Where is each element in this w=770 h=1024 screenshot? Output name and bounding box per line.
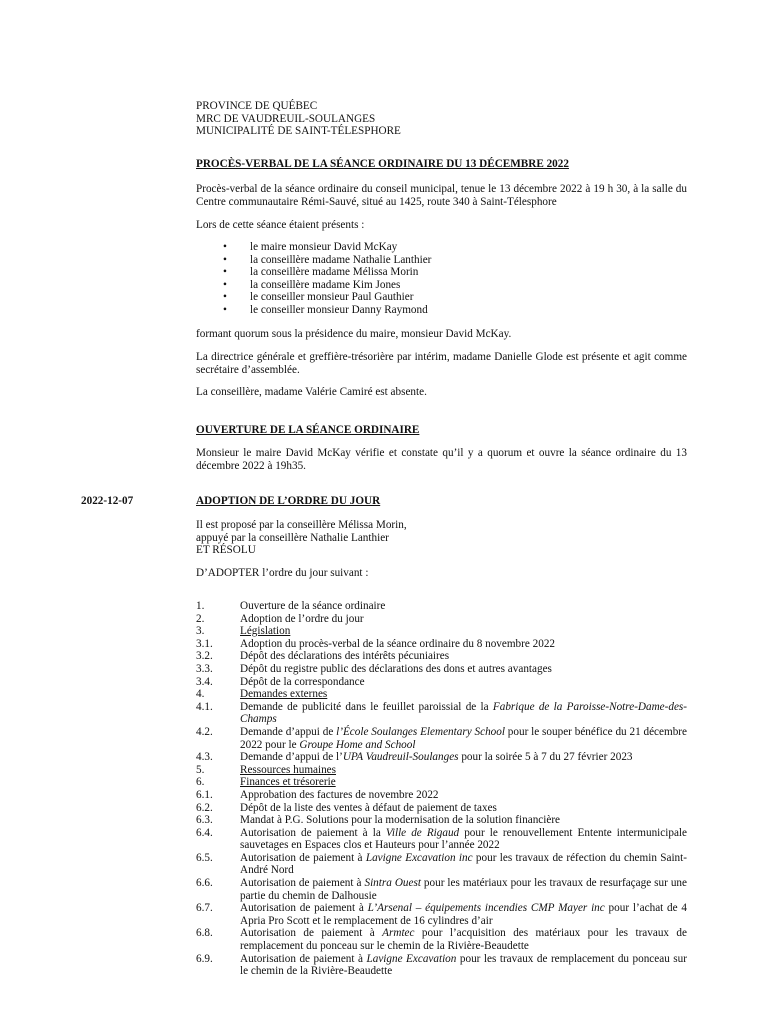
header-municipality: MUNICIPALITÉ DE SAINT-TÉLESPHORE xyxy=(196,125,401,138)
agenda-item-number: 6.3. xyxy=(196,814,213,827)
agenda-item-number: 3. xyxy=(196,625,205,638)
bullet-icon: • xyxy=(223,241,227,253)
agenda-item-number: 6.8. xyxy=(196,927,213,940)
header-province: PROVINCE DE QUÉBEC xyxy=(196,100,318,112)
agenda-item xyxy=(196,927,687,952)
agenda-item xyxy=(196,827,687,852)
proposed-by: Il est proposé par la conseillère Mélissa Morin, xyxy=(196,519,407,531)
agenda-item xyxy=(196,613,687,626)
agenda-item xyxy=(196,688,687,701)
agenda-item-text: Adoption du procès-verbal de la séance ordinaire du 8 novembre 2022 xyxy=(240,637,556,650)
agenda-item xyxy=(196,802,687,815)
quorum-paragraph: formant quorum sous la présidence du maire, monsieur David McKay. xyxy=(196,328,512,340)
intro-paragraph: Procès-verbal de la séance ordinaire du conseil municipal, tenue le 13 décembre 2022 à 19 h 30, à la salle du Centre communautaire Rémi-Sauvé, situé au 1425, route 340 à Saint-Télesphore xyxy=(196,183,687,208)
agenda-item-number: 6.2. xyxy=(196,801,213,814)
agenda-item-text: Demande d’appui de l’École Soulanges Elementary School pour le souper bénéfice du 21 décembre 2022 pour le Groupe Home and School xyxy=(240,725,687,751)
present-name: la conseillère madame Kim Jones xyxy=(250,278,401,291)
agenda-item-text: Dépôt du registre public des déclarations des dons et autres avantages xyxy=(240,662,552,675)
agenda-item xyxy=(196,663,687,676)
agenda-item-text: Demande de publicité dans le feuillet paroissial de la Fabrique de la Paroisse-Notre-Dame-des-Champs xyxy=(240,700,687,726)
header-mrc: MRC DE VAUDREUIL-SOULANGES xyxy=(196,112,376,125)
agenda-item-text: Législation xyxy=(240,625,291,638)
agenda-item xyxy=(196,638,687,651)
present-name: la conseillère madame Nathalie Lanthier xyxy=(250,253,432,266)
agenda-item-number: 6.6. xyxy=(196,877,213,890)
agenda-item xyxy=(196,676,687,689)
agenda-item xyxy=(196,726,687,751)
agenda-item-number: 4. xyxy=(196,688,205,701)
organization-name: Groupe Home and School xyxy=(299,738,416,751)
agenda-item-text: Mandat à P.G. Solutions pour la modernisation de la solution financière xyxy=(240,814,561,827)
organization-name: Lavigne Excavation xyxy=(366,952,457,965)
organization-name: Lavigne Excavation inc xyxy=(365,851,473,864)
agenda-item xyxy=(196,814,687,827)
agenda-item-text: Adoption de l’ordre du jour xyxy=(240,612,364,625)
agenda-item-text: Dépôt de la correspondance xyxy=(240,675,365,688)
agenda-item-number: 6.4. xyxy=(196,826,213,839)
organization-name: l’École Soulanges Elementary School xyxy=(336,725,505,738)
bullet-icon: • xyxy=(223,303,227,316)
resolution-heading: ADOPTION DE L’ORDRE DU JOUR xyxy=(196,495,381,507)
agenda-list xyxy=(196,600,687,978)
agenda-item-number: 6.9. xyxy=(196,952,213,965)
resolved: ET RÉSOLU xyxy=(196,544,256,557)
organization-name: L’Arsenal – équipements incendies CMP Mayer inc xyxy=(367,902,605,915)
agenda-item-number: 6.1. xyxy=(196,788,213,801)
absent-paragraph: La conseillère, madame Valérie Camiré est absente. xyxy=(196,386,427,398)
resolution-proposer xyxy=(196,519,687,557)
agenda-item-text: Dépôt de la liste des ventes à défaut de paiement de taxes xyxy=(240,801,497,814)
agenda-item-number: 1. xyxy=(196,600,205,612)
document-title: PROCÈS-VERBAL DE LA SÉANCE ORDINAIRE DU 13 DÉCEMBRE 2022 xyxy=(196,158,569,170)
present-name: le conseiller monsieur Danny Raymond xyxy=(250,303,428,316)
adopt-paragraph: D’ADOPTER l’ordre du jour suivant : xyxy=(196,567,369,579)
present-name: la conseillère madame Mélissa Morin xyxy=(250,266,419,278)
agenda-item-number: 3.3. xyxy=(196,662,213,675)
agenda-item xyxy=(196,852,687,877)
agenda-item xyxy=(196,625,687,638)
agenda-item-text: Demandes externes xyxy=(240,688,328,701)
directrice-paragraph: La directrice générale et greffière-trésorière par intérim, madame Danielle Glode est présente et agit comme secrétaire d’assemblée. xyxy=(196,351,687,376)
present-label: Lors de cette séance étaient présents : xyxy=(196,219,365,231)
agenda-item-number: 3.4. xyxy=(196,675,213,688)
agenda-item xyxy=(196,789,687,802)
agenda-item-text: Autorisation de paiement à Armtec pour l’acquisition des matériaux pour les travaux de remplacement du ponceau sur le chemin de la Rivière-Beaudette xyxy=(240,927,687,953)
bullet-icon: • xyxy=(223,266,227,278)
agenda-item-text: Approbation des factures de novembre 2022 xyxy=(240,788,439,801)
present-name: le maire monsieur David McKay xyxy=(250,241,398,253)
agenda-item xyxy=(196,776,687,789)
agenda-item-number: 3.1. xyxy=(196,637,213,650)
agenda-item-number: 3.2. xyxy=(196,650,213,663)
bullet-icon: • xyxy=(223,278,227,291)
agenda-item-number: 5. xyxy=(196,763,205,776)
agenda-item-text: Autorisation de paiement à la Ville de Rigaud pour le renouvellement Entente intermunicipale sauvetages en Espaces clos et Hauteurs pour l’année 2022 xyxy=(240,826,687,852)
agenda-item-number: 4.2. xyxy=(196,725,213,738)
agenda-item-number: 2. xyxy=(196,612,205,625)
agenda-item-number: 6.7. xyxy=(196,902,213,915)
bullet-icon: • xyxy=(223,253,227,266)
agenda-item xyxy=(196,953,687,978)
agenda-item xyxy=(196,902,687,927)
present-name: le conseiller monsieur Paul Gauthier xyxy=(250,291,414,303)
agenda-item xyxy=(196,877,687,902)
agenda-item-text: Autorisation de paiement à Lavigne Excavation inc pour les travaux de réfection du chemin Saint-André Nord xyxy=(240,851,687,877)
agenda-item-text: Finances et trésorerie xyxy=(240,776,336,789)
seconded-by: appuyé par la conseillère Nathalie Lanthier xyxy=(196,531,389,544)
agenda-item-number: 4.3. xyxy=(196,751,213,764)
agenda-item-text: Autorisation de paiement à Sintra Ouest pour les matériaux pour les travaux de resurfaçage sur une partie du chemin de Dalhousie xyxy=(240,877,687,902)
organization-name: UPA Vaudreuil-Soulanges xyxy=(342,751,459,764)
organization-name: Ville de Rigaud xyxy=(385,826,460,839)
agenda-item-number: 4.1. xyxy=(196,700,213,713)
agenda-item-text: Demande d’appui de l’UPA Vaudreuil-Soulanges pour la soirée 5 à 7 du 27 février 2023 xyxy=(240,751,633,764)
organization-name: Fabrique de la Paroisse-Notre-Dame-des-Champs xyxy=(240,700,687,726)
agenda-item-number: 6. xyxy=(196,776,205,789)
agenda-item-number: 6.5. xyxy=(196,851,213,864)
ouverture-paragraph: Monsieur le maire David McKay vérifie et constate qu’il y a quorum et ouvre la séance ordinaire du 13 décembre 2022 à 19h35. xyxy=(196,447,687,472)
resolution-number: 2022-12-07 xyxy=(81,495,134,507)
agenda-item-text: Dépôt des déclarations des intérêts pécuniaires xyxy=(240,650,450,663)
agenda-item xyxy=(196,600,687,613)
agenda-item xyxy=(196,764,687,777)
organization-name: Sintra Ouest xyxy=(364,877,421,890)
bullet-icon: • xyxy=(223,291,227,303)
organization-name: Armtec xyxy=(382,927,415,940)
document-header xyxy=(196,100,401,138)
agenda-item-text: Autorisation de paiement à Lavigne Excavation pour les travaux de remplacement du ponceau sur le chemin de la Rivière-Beaudette xyxy=(240,952,687,978)
agenda-item-text: Autorisation de paiement à L’Arsenal – équipements incendies CMP Mayer inc pour l’achat de 4 Apria Pro Scott et le remplacement de 16 cylindres d’air xyxy=(240,902,687,927)
agenda-item xyxy=(196,650,687,663)
agenda-item xyxy=(196,701,687,726)
agenda-item-text: Ouverture de la séance ordinaire xyxy=(240,600,386,612)
agenda-item-text: Ressources humaines xyxy=(240,763,337,776)
agenda-item xyxy=(196,751,687,764)
ouverture-heading: OUVERTURE DE LA SÉANCE ORDINAIRE xyxy=(196,424,420,436)
